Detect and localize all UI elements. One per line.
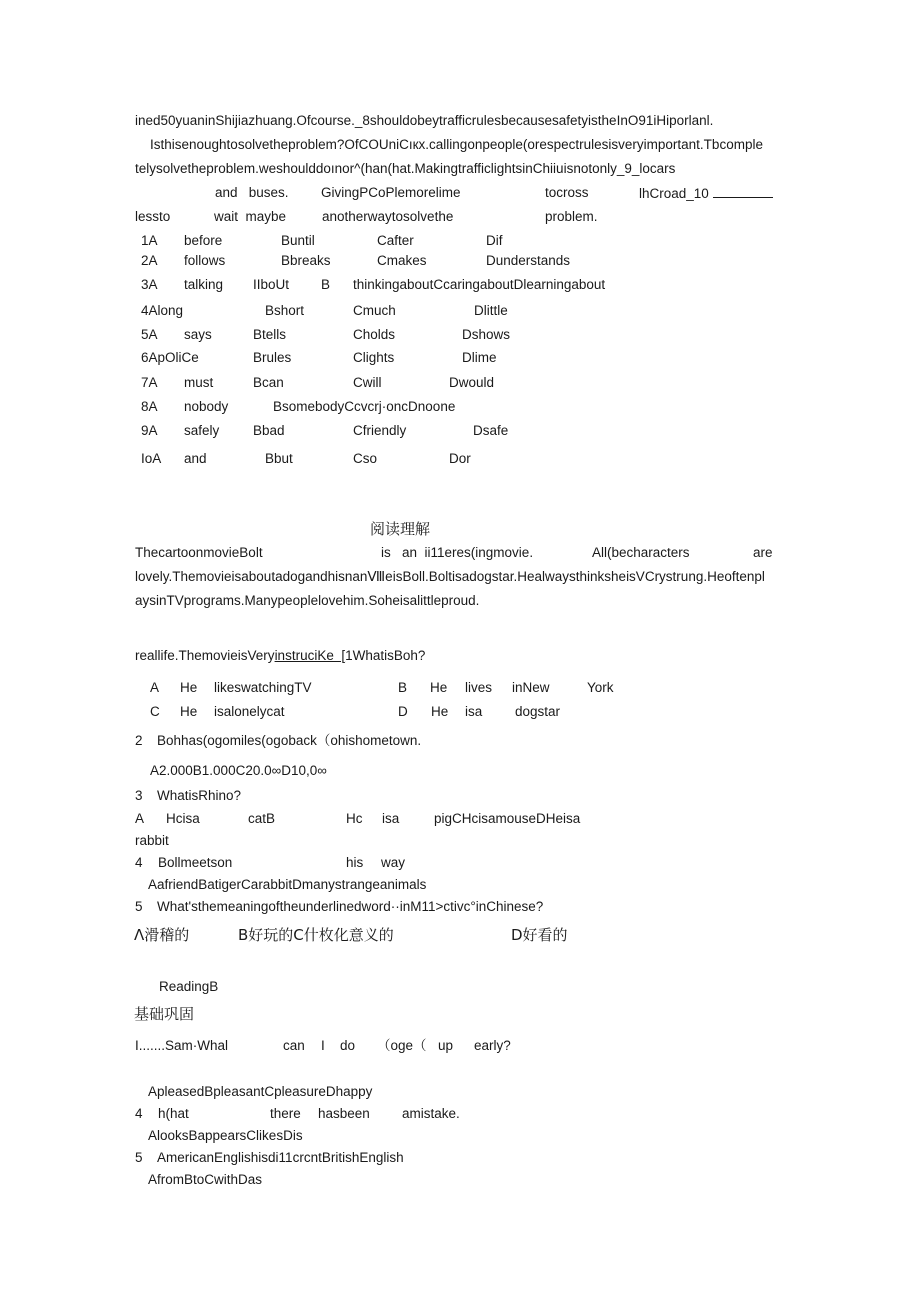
q5-option-bc: B好玩的C什枚化意义的	[238, 926, 394, 944]
underlined-word: instruciKe [	[274, 648, 346, 663]
passage-line-5c: anotherwaytosolvethe	[322, 209, 454, 224]
q3-text: WhatisRhino?	[157, 788, 242, 803]
q5-option-d: D好看的	[511, 926, 568, 944]
reading-p3: aysinTVprograms.Manypeoplelovehim.Soheisalittleproud.	[135, 593, 480, 608]
question-1-text: 1WhatisBoh?	[345, 648, 426, 663]
passage-line-4a: and buses.	[215, 185, 289, 200]
reading-p4-text: reallife.ThemovieisVery	[135, 648, 275, 663]
section-heading-basics: 基础巩固	[134, 1005, 195, 1023]
q3-number: 3	[135, 788, 143, 803]
option-c: thinkingaboutCcaringaboutDlearningabout	[353, 277, 606, 292]
option-d: Dor	[449, 451, 471, 466]
q1-option-c-letter: C	[150, 704, 160, 719]
reading-p1d: are	[753, 545, 773, 560]
option-d: Dif	[486, 233, 503, 248]
option-b: Bcan	[253, 375, 284, 390]
option-a-cont: IIboUt	[253, 277, 290, 292]
option-a: must	[184, 375, 214, 390]
option-d: Dunderstands	[486, 253, 571, 268]
option-b: B	[321, 277, 331, 292]
q3-opt-b2: isa	[382, 811, 400, 826]
option-a: nobody	[184, 399, 229, 414]
reading-p2: lovely.ThemovieisaboutadogandhisnanⅧeisBoll.Boltisadogstar.HealwaysthinksheisVCrystrung.Heoftenpl	[135, 569, 765, 584]
passage-line-1: ined50yuaninShijiazhuang.Ofcourse._8shouldobeytrafficrulesbecausesafetyistheInO91iHiporlanl.	[135, 113, 714, 128]
option-a: and	[184, 451, 207, 466]
q1-option-d-letter: D	[398, 704, 408, 719]
option-num: 6ApOliCe	[141, 350, 199, 365]
q1-option-d-he: He	[431, 704, 449, 719]
option-a: talking	[184, 277, 224, 292]
option-b: BsomebodyCcvcrj·oncDnoone	[273, 399, 456, 414]
passage-line-4c: tocross	[545, 185, 589, 200]
q3-opt-a: A	[135, 811, 145, 826]
passage-line-5d: problem.	[545, 209, 598, 224]
rb-q1-b: can	[283, 1038, 305, 1053]
option-c: Cholds	[353, 327, 396, 342]
q5-text: What'sthemeaningoftheunderlinedword··inM11>ctivc°inChinese?	[157, 899, 544, 914]
reading-p1a: ThecartoonmovieBolt	[135, 545, 263, 560]
q1-option-a-letter: A	[150, 680, 160, 695]
q4-options: AafriendBatigerCarabbitDmanystrangeanimals	[148, 877, 427, 892]
q1-option-b-he: He	[430, 680, 448, 695]
option-c: Cwill	[353, 375, 382, 390]
rb-q1-g: early?	[474, 1038, 511, 1053]
q3-opt-rest: pigCHcisamouseDHeisa	[434, 811, 581, 826]
option-num: IoA	[141, 451, 162, 466]
option-num: 7A	[141, 375, 158, 390]
rb-q5-number: 5	[135, 1150, 143, 1165]
q4-text: Bollmeetson	[158, 855, 233, 870]
reading-p4	[135, 648, 425, 664]
option-b: Buntil	[281, 233, 315, 248]
rb-q4-number: 4	[135, 1106, 143, 1121]
q4-text-2: his	[346, 855, 364, 870]
q1-option-b-t2: inNew	[512, 680, 550, 695]
rb-q4-b: there	[270, 1106, 301, 1121]
rb-q1-options: ApleasedBpleasantCpleasureDhappy	[148, 1084, 373, 1099]
option-c: Cfriendly	[353, 423, 407, 438]
passage-line-2: Isthisenoughtosolvetheproblem?OfCOUniCıкx.callingonpeople(orespectrulesisveryimportant.Tbcomple	[150, 137, 763, 152]
q3-opt-wrap: rabbit	[135, 833, 169, 848]
q1-option-b-t3: York	[587, 680, 614, 695]
option-b: Btells	[253, 327, 287, 342]
option-num: 5A	[141, 327, 158, 342]
option-b: Brules	[253, 350, 292, 365]
option-d: Dsafe	[473, 423, 509, 438]
rb-q4-d: amistake.	[402, 1106, 460, 1121]
q3-opt-b1: Hc	[346, 811, 363, 826]
option-d: Dlime	[462, 350, 497, 365]
rb-q4-options: AlooksBappearsClikesDis	[148, 1128, 303, 1143]
rb-q1-a: I.......Sam·Whal	[135, 1038, 229, 1053]
rb-q1-f: up	[438, 1038, 454, 1053]
q2-number: 2	[135, 733, 143, 748]
option-b: Bbut	[265, 451, 293, 466]
passage-line-4d	[639, 185, 773, 202]
rb-q5-text: AmericanEnglishisdi11crcntBritishEnglish	[157, 1150, 404, 1165]
q3-opt-a2: Hcisa	[166, 811, 200, 826]
option-num: 9A	[141, 423, 158, 438]
option-b: Bshort	[265, 303, 305, 318]
reading-b-title: ReadingB	[159, 979, 219, 994]
option-a: says	[184, 327, 212, 342]
option-num: 1A	[141, 233, 158, 248]
q5-option-a: Λ滑稽的	[134, 926, 190, 944]
section-heading-reading: 阅读理解	[370, 520, 431, 538]
passage-line-3: telysolvetheproblem.weshoulddoınor^(han(hat.MakingtrafficlightsinChiiuisnotonly_9_locars	[135, 161, 676, 176]
option-a: before	[184, 233, 223, 248]
rb-q1-c: I	[321, 1038, 325, 1053]
option-b: Bbad	[253, 423, 285, 438]
q4-number: 4	[135, 855, 143, 870]
q1-option-b-letter: B	[398, 680, 408, 695]
rb-q5-options: AfromBtoCwithDas	[148, 1172, 263, 1187]
option-d: Dlittle	[474, 303, 508, 318]
q2-text: Bohhas(ogomiles(ogoback（ohishometown.	[157, 733, 422, 748]
q1-option-a-text: likeswatchingTV	[214, 680, 312, 695]
option-num: 3A	[141, 277, 158, 292]
option-d: Dshows	[462, 327, 511, 342]
option-a: safely	[184, 423, 220, 438]
option-c: Cso	[353, 451, 378, 466]
passage-line-5a: lessto	[135, 209, 171, 224]
rb-q1-d: do	[340, 1038, 356, 1053]
q1-option-d-t1: isa	[465, 704, 483, 719]
passage-line-4b: GivingPCoPlemorelime	[321, 185, 461, 200]
q2-options: A2.000B1.000C20.0∞D10,0∞	[150, 763, 327, 778]
passage-line-5b: wait maybe	[214, 209, 287, 224]
option-d: Dwould	[449, 375, 495, 390]
q4-text-3: way	[381, 855, 406, 870]
q1-option-a-he: He	[180, 680, 198, 695]
answer-blank	[713, 185, 773, 198]
rb-q1-e: （oge（	[377, 1038, 427, 1053]
q1-option-d-t2: dogstar	[515, 704, 561, 719]
q1-option-b-t1: lives	[465, 680, 493, 695]
rb-q4-c: hasbeen	[318, 1106, 370, 1121]
option-c: Cafter	[377, 233, 414, 248]
option-num: 2A	[141, 253, 158, 268]
q3-opt-a3: catB	[248, 811, 276, 826]
reading-p1b: is an ii11eres(ingmovie.	[381, 545, 534, 560]
option-c: Clights	[353, 350, 395, 365]
option-num: 8A	[141, 399, 158, 414]
q1-option-c-he: He	[180, 704, 198, 719]
q1-option-c-text: isalonelycat	[214, 704, 285, 719]
option-a: follows	[184, 253, 226, 268]
option-num: 4Along	[141, 303, 184, 318]
option-c: Cmakes	[377, 253, 427, 268]
reading-p1c: All(becharacters	[592, 545, 690, 560]
q5-number: 5	[135, 899, 143, 914]
option-b: Bbreaks	[281, 253, 331, 268]
option-c: Cmuch	[353, 303, 396, 318]
blank-10-label: lhCroad_10	[639, 186, 709, 201]
rb-q4-a: h(hat	[158, 1106, 189, 1121]
